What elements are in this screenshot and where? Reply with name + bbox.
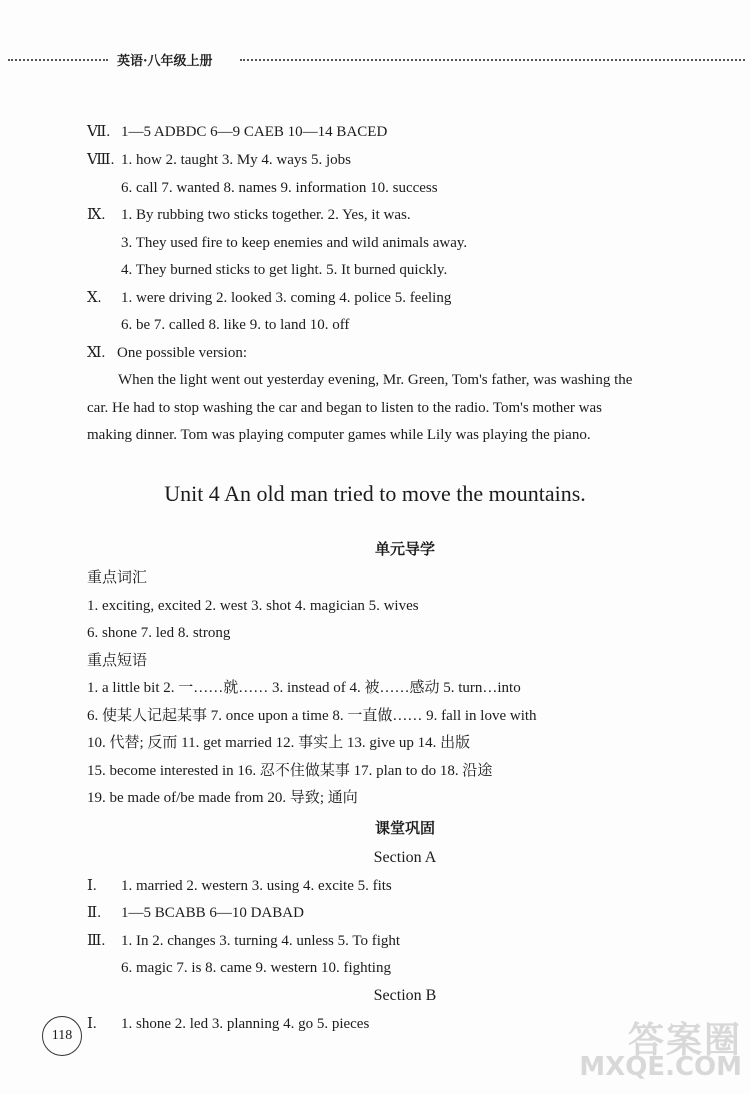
roman-numeral: Ⅶ. <box>87 124 111 140</box>
roman-numeral: Ⅱ. <box>87 905 101 921</box>
roman-numeral: Ⅰ. <box>87 878 97 894</box>
phrase-line: 1. a little bit 2. 一……就…… 3. instead of 4. 被……感动 5. turn…into <box>87 680 521 696</box>
answer-line: 4. They burned sticks to get light. 5. It burned quickly. <box>121 262 448 278</box>
answer-text: 1—5 ADBDC 6—9 CAEB 10—14 BACED <box>121 124 388 140</box>
answer-text: 1. In 2. changes 3. turning 4. unless 5. To fight <box>121 933 401 949</box>
phrase-line: 19. be made of/be made from 20. 导致; 通向 <box>87 790 358 806</box>
phrase-line: 10. 代替; 反而 11. get married 12. 事实上 13. give up 14. 出版 <box>87 735 471 751</box>
answer-text: 1. By rubbing two sticks together. 2. Yes, it was. <box>121 207 411 223</box>
vocab-line: 6. shone 7. led 8. strong <box>87 625 231 641</box>
answer-line: 6. call 7. wanted 8. names 9. information 10. success <box>121 180 438 196</box>
answer-text: 1. shone 2. led 3. planning 4. go 5. pieces <box>121 1016 370 1032</box>
answer-text: One possible version: <box>117 345 247 361</box>
header-rule-right <box>240 59 745 61</box>
header-title: 英语·八年级上册 <box>117 54 213 69</box>
essay-line: When the light went out yesterday evening, Mr. Green, Tom's father, was washing the <box>118 372 633 388</box>
section-a-exercise-i <box>87 876 392 896</box>
section-b-heading: Section B <box>373 987 437 1004</box>
phrase-label: 重点短语 <box>87 653 148 669</box>
phrase-line: 15. become interested in 16. 忍不住做某事 17. plan to do 18. 沿途 <box>87 763 493 779</box>
exercise-viii <box>87 150 351 170</box>
roman-numeral: Ⅹ. <box>87 290 102 306</box>
page-number: 118 <box>42 1016 82 1056</box>
exercise-xi <box>87 343 247 363</box>
section-b-exercise-i <box>87 1014 369 1034</box>
exercise-ix <box>87 205 411 225</box>
answer-text: 1—5 BCABB 6—10 DABAD <box>121 905 304 921</box>
answer-text: 1. were driving 2. looked 3. coming 4. police 5. feeling <box>121 290 452 306</box>
answer-line: 6. magic 7. is 8. came 9. western 10. fighting <box>121 960 391 976</box>
exercise-vii <box>87 122 387 142</box>
vocab-line: 1. exciting, excited 2. west 3. shot 4. magician 5. wives <box>87 598 419 614</box>
phrase-line: 6. 使某人记起某事 7. once upon a time 8. 一直做…… 9. fall in love with <box>87 708 537 724</box>
answer-text: 1. how 2. taught 3. My 4. ways 5. jobs <box>121 152 351 168</box>
essay-line: making dinner. Tom was playing computer games while Lily was playing the piano. <box>87 427 591 443</box>
running-header <box>0 50 750 70</box>
roman-numeral: Ⅸ. <box>87 207 106 223</box>
roman-numeral: Ⅺ. <box>87 345 106 361</box>
answer-line: 3. They used fire to keep enemies and wild animals away. <box>121 235 468 251</box>
roman-numeral: Ⅰ. <box>87 1016 97 1032</box>
exercise-x <box>87 288 451 308</box>
roman-numeral: Ⅲ. <box>87 933 106 949</box>
answer-text: 1. married 2. western 3. using 4. excite 5. fits <box>121 878 392 894</box>
roman-numeral: Ⅷ. <box>87 152 115 168</box>
header-rule-left <box>8 59 108 61</box>
guide-heading: 单元导学 <box>374 542 435 558</box>
watermark-url: MXQE.COM <box>579 1052 742 1082</box>
section-a-exercise-ii <box>87 903 304 923</box>
unit-title: Unit 4 An old man tried to move the mountains. <box>164 481 586 506</box>
vocab-label: 重点词汇 <box>87 570 148 586</box>
watermark-logo: 答案圈 <box>627 1020 742 1061</box>
section-a-exercise-iii <box>87 931 400 951</box>
answer-line: 6. be 7. called 8. like 9. to land 10. off <box>121 317 350 333</box>
classwork-heading: 课堂巩固 <box>374 821 435 837</box>
section-a-heading: Section A <box>373 849 437 866</box>
essay-line: car. He had to stop washing the car and began to listen to the radio. Tom's mother was <box>87 400 603 416</box>
